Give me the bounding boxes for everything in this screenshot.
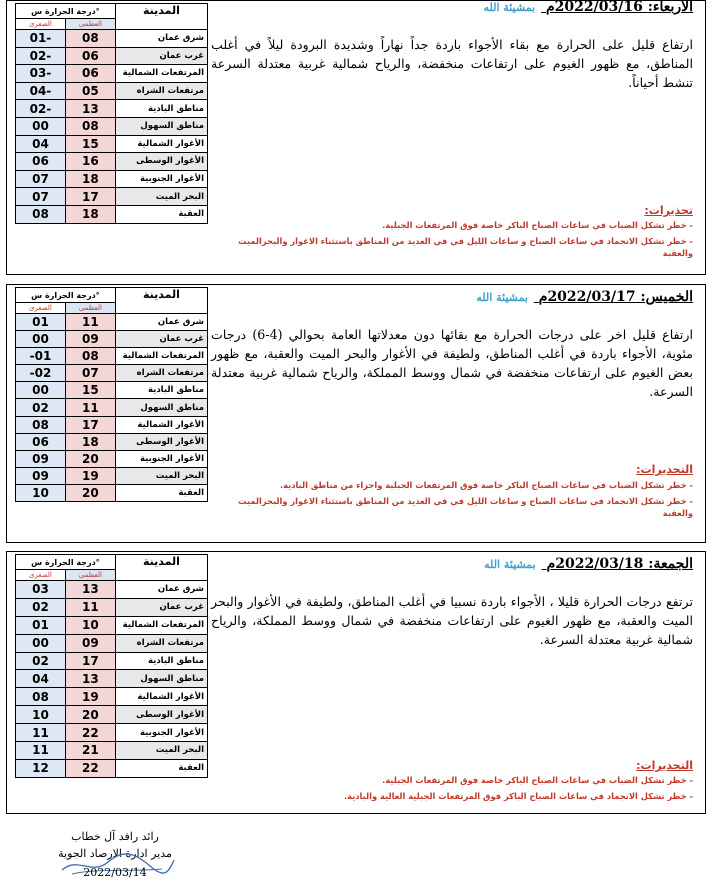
max-temp-cell: 16 [65, 153, 115, 171]
blessing-text: بمشيئة الله [476, 291, 528, 304]
table-body [16, 314, 208, 502]
city-cell: البحر الميت [115, 742, 207, 760]
min-temp-cell: 02 [16, 652, 66, 670]
min-temp-cell: 02 [16, 399, 66, 416]
table-body [16, 581, 208, 778]
forecast-section-day-1 [6, 0, 706, 275]
table-row [16, 365, 208, 382]
table-row [16, 581, 208, 599]
city-cell: مناطق البادية [115, 382, 207, 399]
temperature-header: درجة الحرارة س° [16, 555, 116, 570]
min-temp-cell: 04 [16, 135, 66, 153]
city-cell: العقبة [115, 759, 207, 777]
max-header: العظمى [65, 19, 115, 30]
min-temp-cell: 08 [16, 205, 66, 223]
blessing-text: بمشيئة الله [483, 1, 536, 14]
max-temp-cell: 13 [65, 670, 115, 688]
max-temp-cell: 06 [65, 65, 115, 83]
max-temp-cell: 07 [65, 365, 115, 382]
table-row [16, 670, 208, 688]
max-temp-cell: 18 [65, 205, 115, 223]
city-cell: مناطق السهول [115, 117, 207, 135]
city-cell: غرب عمان [115, 331, 207, 348]
table-row [16, 205, 208, 223]
table-row [16, 382, 208, 399]
temperature-header: درجة الحرارة س° [16, 4, 116, 19]
warning-item: - خطر تشكل الضباب في ساعات الصباح الباكر خاصة فوق المرتفعات الجبلية. [382, 220, 693, 230]
warning-item: - خطر تشكل الانجماد في ساعات الصباح الباكر فوق المرتفعات الجبلية العالية والبادية. [343, 791, 693, 801]
table-row [16, 706, 208, 724]
table-row [16, 100, 208, 118]
min-temp-cell: 06 [16, 153, 66, 171]
max-temp-cell: 17 [65, 652, 115, 670]
warning-item: - خطر تشكل الضباب في ساعات الصباح الباكر خاصة فوق المرتفعات الجبلية واجزاء من مناطق البادية. [279, 480, 693, 490]
forecast-text: ارتفاع قليل على الحرارة مع بقاء الأجواء باردة جداً نهاراً وشديدة البرودة ليلاً في أغلب المناطق، مع ظهور الغيوم على ارتفاعات منخفضة، والرياح شمالية غربية معتدلة السرعة تنشط أحياناً. [211, 37, 693, 90]
min-temp-cell: 07 [16, 188, 66, 206]
table-row [16, 170, 208, 188]
table-row [16, 616, 208, 634]
max-temp-cell: 05 [65, 82, 115, 100]
max-temp-cell: 18 [65, 433, 115, 450]
warnings-title: تحذيرات: [644, 204, 693, 217]
city-cell: الأغوار الشمالية [115, 688, 207, 706]
table-row [16, 117, 208, 135]
city-header: المدينة [115, 4, 207, 30]
table-row [16, 82, 208, 100]
signature-date: 2022/03/14 [83, 866, 147, 879]
city-cell: شرق عمان [115, 30, 207, 48]
table-row [16, 484, 208, 501]
min-temp-cell: -01 [16, 348, 66, 365]
temperature-table [15, 3, 208, 224]
max-temp-cell: 17 [65, 416, 115, 433]
city-cell: العقبة [115, 484, 207, 501]
temperature-table [15, 287, 208, 502]
forecast-section-day-3 [6, 551, 706, 814]
city-cell: مناطق السهول [115, 399, 207, 416]
max-header: العظمى [65, 303, 115, 314]
min-temp-cell: 04 [16, 670, 66, 688]
city-cell: شرق عمان [115, 581, 207, 599]
day-name: الخميس: [640, 289, 693, 305]
city-cell: الأغوار الوسطى [115, 433, 207, 450]
min-temp-cell: 10 [16, 706, 66, 724]
day-heading [484, 556, 693, 572]
min-header: الصغرى [16, 19, 66, 30]
max-temp-cell: 09 [65, 634, 115, 652]
day-name: الأربعاء: [647, 0, 693, 15]
day-name: الجمعة: [648, 556, 693, 572]
city-cell: المرتفعات الشمالية [115, 616, 207, 634]
city-cell: مناطق البادية [115, 652, 207, 670]
city-cell: البحر الميت [115, 467, 207, 484]
table-row [16, 47, 208, 65]
city-cell: الأغوار الوسطى [115, 153, 207, 171]
max-temp-cell: 18 [65, 170, 115, 188]
max-temp-cell: 15 [65, 382, 115, 399]
table-row [16, 688, 208, 706]
table-row [16, 742, 208, 760]
min-temp-cell: 11 [16, 742, 66, 760]
city-cell: الأغوار الشمالية [115, 135, 207, 153]
warning-item: - خطر تشكل الانجماد في ساعات الصباح و ساعات الليل في في العديد من المناطق باستثناء الاغوار والبحرالميت والعقبة [238, 496, 693, 518]
max-temp-cell: 19 [65, 467, 115, 484]
table-row [16, 331, 208, 348]
min-temp-cell: 00 [16, 634, 66, 652]
temperature-table [15, 554, 208, 778]
table-row [16, 416, 208, 433]
min-temp-cell: 03 [16, 581, 66, 599]
min-temp-cell: 08 [16, 688, 66, 706]
max-temp-cell: 11 [65, 399, 115, 416]
day-date: 2022/03/16م [545, 0, 643, 15]
table-row [16, 433, 208, 450]
city-cell: مرتفعات الشراه [115, 634, 207, 652]
min-header: الصغرى [16, 303, 66, 314]
city-cell: مناطق البادية [115, 100, 207, 118]
min-temp-cell: 12 [16, 759, 66, 777]
max-temp-cell: 13 [65, 581, 115, 599]
max-temp-cell: 10 [65, 616, 115, 634]
min-temp-cell: 02- [16, 100, 66, 118]
min-temp-cell: 00 [16, 382, 66, 399]
city-cell: غرب عمان [115, 47, 207, 65]
max-temp-cell: 20 [65, 706, 115, 724]
signature-title: مدير ادارة الارصاد الجوية [58, 847, 172, 860]
min-temp-cell: 02 [16, 598, 66, 616]
min-temp-cell: 06 [16, 433, 66, 450]
warnings-title: التحذيرات: [636, 759, 693, 772]
warning-item: - خطر تشكل الانجماد في ساعات الصباح و ساعات الليل في في العديد من المناطق باستثناء الاغوار والبحرالميت والعقبة [238, 236, 693, 258]
min-temp-cell: 09 [16, 467, 66, 484]
signature-name: رائد رافد آل خطاب [71, 830, 159, 843]
table-row [16, 652, 208, 670]
min-temp-cell: 01 [16, 314, 66, 331]
table-row [16, 634, 208, 652]
city-cell: الأغوار الشمالية [115, 416, 207, 433]
city-cell: المرتفعات الشمالية [115, 348, 207, 365]
city-cell: مناطق السهول [115, 670, 207, 688]
min-header: الصغرى [16, 570, 66, 581]
table-row [16, 467, 208, 484]
max-temp-cell: 19 [65, 688, 115, 706]
min-temp-cell: 08 [16, 416, 66, 433]
table-row [16, 30, 208, 48]
max-temp-cell: 22 [65, 724, 115, 742]
city-cell: العقبة [115, 205, 207, 223]
min-temp-cell: 11 [16, 724, 66, 742]
max-temp-cell: 06 [65, 47, 115, 65]
table-row [16, 348, 208, 365]
city-cell: مرتفعات الشراه [115, 82, 207, 100]
city-cell: الأغوار الجنوبية [115, 450, 207, 467]
city-header: المدينة [115, 555, 207, 581]
table-body [16, 30, 208, 224]
city-cell: شرق عمان [115, 314, 207, 331]
max-temp-cell: 17 [65, 188, 115, 206]
min-temp-cell: 03- [16, 65, 66, 83]
max-temp-cell: 11 [65, 598, 115, 616]
table-row [16, 314, 208, 331]
max-temp-cell: 13 [65, 100, 115, 118]
table-row [16, 450, 208, 467]
day-heading [484, 0, 693, 15]
min-temp-cell: 07 [16, 170, 66, 188]
forecast-section-day-2 [6, 284, 706, 543]
table-row [16, 399, 208, 416]
city-header: المدينة [115, 288, 207, 314]
min-temp-cell: 04- [16, 82, 66, 100]
warnings-title: التحذيرات: [636, 463, 693, 476]
table-row [16, 724, 208, 742]
min-temp-cell: -02 [16, 365, 66, 382]
city-cell: غرب عمان [115, 598, 207, 616]
city-cell: مرتفعات الشراه [115, 365, 207, 382]
max-temp-cell: 08 [65, 30, 115, 48]
max-temp-cell: 20 [65, 450, 115, 467]
city-cell: البحر الميت [115, 188, 207, 206]
max-temp-cell: 15 [65, 135, 115, 153]
table-row [16, 759, 208, 777]
max-temp-cell: 11 [65, 314, 115, 331]
table-row [16, 188, 208, 206]
city-cell: الأغوار الجنوبية [115, 724, 207, 742]
city-cell: الأغوار الجنوبية [115, 170, 207, 188]
max-temp-cell: 21 [65, 742, 115, 760]
min-temp-cell: 02- [16, 47, 66, 65]
day-date: 2022/03/18م [546, 556, 644, 572]
max-temp-cell: 09 [65, 331, 115, 348]
table-row [16, 135, 208, 153]
day-date: 2022/03/17م [538, 289, 636, 305]
min-temp-cell: 00 [16, 117, 66, 135]
city-cell: المرتفعات الشمالية [115, 65, 207, 83]
min-temp-cell: 00 [16, 331, 66, 348]
max-header: العظمى [65, 570, 115, 581]
max-temp-cell: 08 [65, 348, 115, 365]
max-temp-cell: 20 [65, 484, 115, 501]
table-row [16, 65, 208, 83]
blessing-text: بمشيئة الله [484, 558, 536, 571]
max-temp-cell: 08 [65, 117, 115, 135]
min-temp-cell: 09 [16, 450, 66, 467]
max-temp-cell: 22 [65, 759, 115, 777]
temperature-header: درجة الحرارة س° [16, 288, 116, 303]
city-cell: الأغوار الوسطى [115, 706, 207, 724]
forecast-text: ترتفع درجات الحرارة قليلا ، الأجواء باردة نسبيا في أغلب المناطق، ولطيفة في الأغوار والبحر الميت والعقبة، مع ظهور الغيوم على ارتفاعات منخفضة في شمال ووسط المملكة، والرياح شمالية غربية معتدلة السرعة. [211, 594, 693, 647]
forecast-text: ارتفاع قليل اخر على درجات الحرارة مع بقائها دون معدلاتها العامة بحوالي (4-6) درجات مئوية، الأجواء باردة في أغلب المناطق، ولطيفة في الأغوار والبحر الميت والعقبة، مع ظهور بعض الغيوم على ارتفاعات منخفضة في شمال ووسط المملكة، والرياح شمالية غربية معتدلة السرعة. [211, 327, 693, 399]
day-heading [476, 289, 693, 305]
table-row [16, 153, 208, 171]
min-temp-cell: 01 [16, 616, 66, 634]
min-temp-cell: 10 [16, 484, 66, 501]
warning-item: - خطر تشكل الضباب في ساعات الصباح الباكر خاصة فوق المرتفعات الجبلية. [382, 775, 693, 785]
table-row [16, 598, 208, 616]
min-temp-cell: 01- [16, 30, 66, 48]
